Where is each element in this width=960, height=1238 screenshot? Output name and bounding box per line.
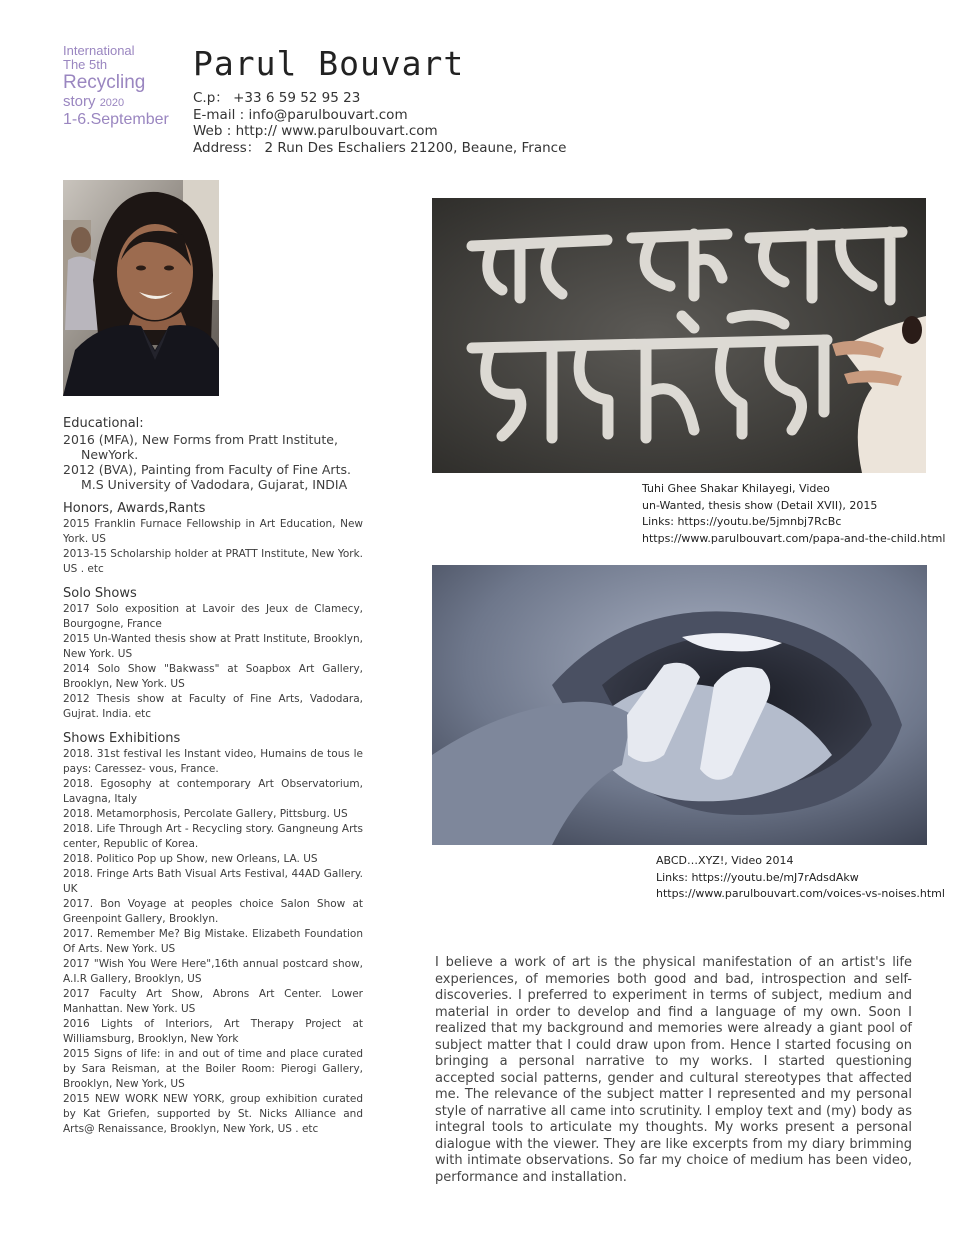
education-section: [63, 416, 363, 492]
artwork1-caption: [642, 481, 945, 547]
exhibitions-heading: Shows Exhibitions: [63, 731, 181, 746]
festival-line-edition: The 5th: [63, 56, 108, 72]
cv-column: [63, 416, 363, 1137]
solo-shows-section: [63, 586, 363, 722]
artwork1-video-link[interactable]: Links: https://youtu.be/5jmnbj7RcBc: [642, 515, 842, 528]
festival-story-word: story: [63, 93, 96, 111]
exhibition-item: 2017. Bon Voyage at peoples choice Salon Show at Greenpoint Gallery, Brooklyn.: [63, 898, 363, 925]
exhibitions-section: [63, 731, 363, 1137]
portrait-illustration: [63, 180, 219, 396]
festival-label: [63, 44, 169, 129]
exhibition-item: 2018. Life Through Art - Recycling story. Gangneung Arts center, Republic of Korea.: [63, 823, 363, 850]
artwork2-video-link[interactable]: Links: https://youtu.be/mJ7rAdsdAkw: [656, 870, 859, 884]
contact-web[interactable]: Web : http:// www.parulbouvart.com: [193, 123, 438, 139]
education-item-continuation: NewYork.: [81, 447, 139, 462]
education-item: 2016 (MFA), New Forms from Pratt Institute,: [63, 432, 338, 447]
artwork2-web-link[interactable]: https://www.parulbouvart.com/voices-vs-noises.html: [656, 887, 945, 900]
education-item-continuation: M.S University of Vadodara, Gujarat, INDIA: [81, 477, 348, 492]
festival-dates: 1-6.September: [63, 110, 169, 128]
exhibition-item: 2017. Remember Me? Big Mistake. Elizabeth Foundation Of Arts. New York. US: [63, 928, 363, 955]
exhibition-item: 2018. Fringe Arts Bath Visual Arts Festival, 44AD Gallery. UK: [63, 868, 363, 895]
festival-line-international: International: [63, 43, 135, 58]
artwork-photo-mouth-closeup: [432, 565, 927, 845]
solo-show-item: 2015 Un-Wanted thesis show at Pratt Institute, Brooklyn, New York. US: [63, 633, 363, 660]
festival-line-recycling: Recycling: [63, 72, 146, 94]
honors-item: 2013-15 Scholarship holder at PRATT Institute, New York. US . etc: [63, 548, 363, 575]
exhibition-item: 2018. Politico Pop up Show, new Orleans, LA. US: [63, 853, 318, 865]
contact-email[interactable]: E-mail : info@parulbouvart.com: [193, 106, 408, 123]
honors-section: [63, 501, 363, 577]
solo-shows-heading: Solo Shows: [63, 586, 137, 601]
contact-address: Address： 2 Run Des Eschaliers 21200, Beaune, France: [193, 139, 567, 156]
exhibition-item: 2018. Metamorphosis, Percolate Gallery, Pittsburg. US: [63, 808, 348, 820]
solo-show-item: 2017 Solo exposition at Lavoir des Jeux de Clamecy, Bourgogne, France: [63, 603, 363, 630]
artwork1-detail: un-Wanted, thesis show (Detail XVII), 2015: [642, 498, 878, 512]
artwork-illustration-mouth: [432, 565, 927, 845]
honors-item: 2015 Franklin Furnace Fellowship in Art Education, New York. US: [63, 518, 363, 545]
education-item: 2012 (BVA), Painting from Faculty of Fine Arts.: [63, 462, 351, 477]
exhibition-item: 2015 NEW WORK NEW YORK, group exhibition curated by Kat Griefen, supported by St. Nicks Alliance and Arts@ Renaissance, Brooklyn, New York, US . etc: [63, 1093, 363, 1135]
artist-name: Parul Bouvart: [193, 44, 465, 83]
exhibition-item: 2015 Signs of life: in and out of time and place curated by Sara Reisman, at the Boiler Room: Pierogi Gallery, Brooklyn, New York, US: [63, 1048, 363, 1090]
artwork1-title: Tuhi Ghee Shakar Khilayegi, Video: [642, 482, 830, 495]
solo-show-item: 2014 Solo Show "Bakwass" at Soapbox Art Gallery, Brooklyn, New York. US: [63, 663, 363, 690]
artwork-photo-cotton-text: [432, 198, 926, 473]
artwork2-caption: [656, 853, 945, 903]
exhibition-item: 2017 "Wish You Were Here",16th annual postcard show, A.I.R Gallery, Brooklyn, US: [63, 958, 363, 985]
education-heading: Educational:: [63, 416, 144, 431]
artwork-illustration-cotton-text: [432, 198, 926, 473]
honors-heading: Honors, Awards,Rants: [63, 501, 206, 516]
artist-statement: I believe a work of art is the physical manifestation of an artist's life experiences, of memories both good and bad, introspection and self- discoveries. I preferred to experiment in terms of subject, medium and material in order to develop and find a language of my own. Soon I realized that my background and memories were already a giant pool of subject matter that I could draw upon from. Hence I started focusing on bringing a personal narrative to my works. I started questioning accepted social patterns, gender and cultural stereotypes that affected me. The relevance of the subject matter I represented and my personal style of narrative all came into scrutinity. I employ text and (my) body as integral tools to articulate my thoughts. My works present a personal dialogue with the viewer. They are like excerpts from my diary brimming with intimate observations. So far my choice of medium has been video, performance and installation.: [435, 955, 912, 1185]
exhibition-item: 2018. 31st festival les Instant video, Humains de tous le pays: Caressez- vous, France.: [63, 748, 363, 775]
artwork1-web-link[interactable]: https://www.parulbouvart.com/papa-and-the-child.html: [642, 531, 946, 545]
exhibition-item: 2016 Lights of Interiors, Art Therapy Project at Williamsburg, Brooklyn, New York: [63, 1018, 363, 1045]
contact-block: [193, 90, 566, 156]
exhibition-item: 2018. Egosophy at contemporary Art Observatorium, Lavagna, Italy: [63, 778, 363, 805]
exhibition-item: 2017 Faculty Art Show, Abrons Art Center. Lower Manhattan. New York. US: [63, 988, 363, 1015]
contact-phone: C.p： +33 6 59 52 95 23: [193, 90, 361, 106]
solo-show-item: 2012 Thesis show at Faculty of Fine Arts, Vadodara, Gujrat. India. etc: [63, 693, 363, 720]
artist-portrait-photo: [63, 180, 219, 396]
festival-line-story: [63, 94, 169, 110]
artwork2-title: ABCD…XYZ!, Video 2014: [656, 854, 794, 867]
festival-year: 2020: [99, 97, 125, 110]
